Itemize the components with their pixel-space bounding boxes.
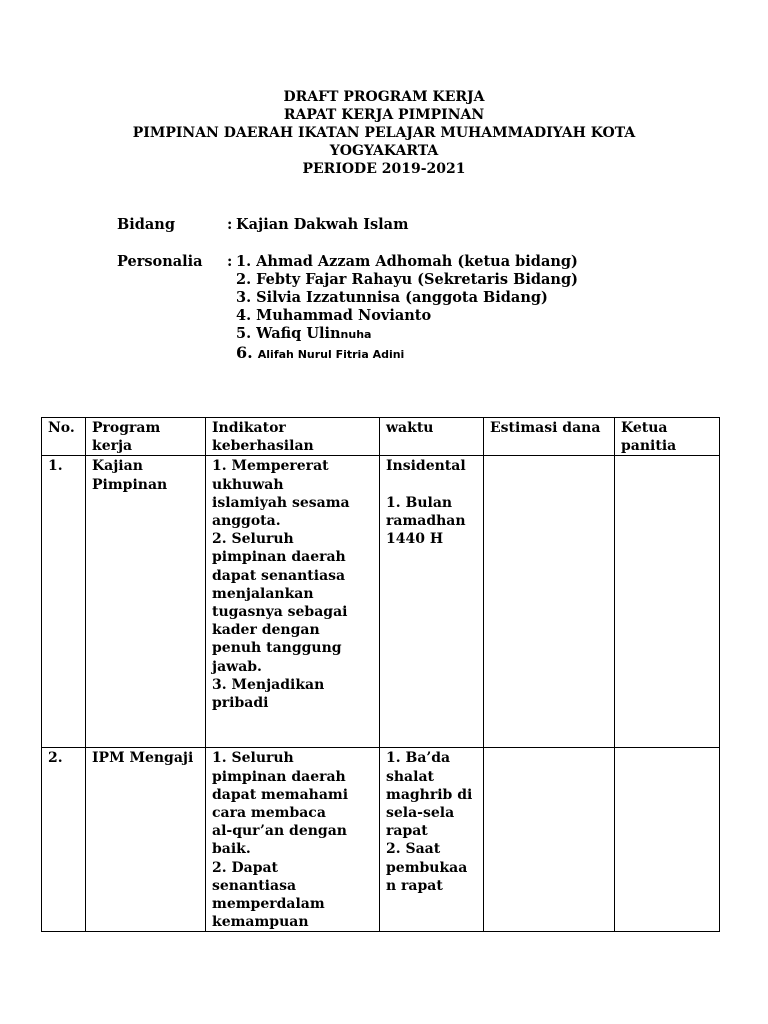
member-5-name: 5. Wafiq Ulin: [236, 325, 341, 342]
bidang-value: Kajian Dakwah Islam: [236, 216, 409, 233]
personalia-member: 1. Ahmad Azzam Adhomah (ketua bidang): [236, 253, 578, 270]
row-waktu: Insidental 1. Bulan ramadhan 1440 H: [380, 456, 484, 748]
header-indikator: Indikator keberhasilan: [206, 418, 380, 456]
bidang-label: Bidang: [117, 216, 175, 233]
personalia-member: 3. Silvia Izzatunnisa (anggota Bidang): [236, 289, 548, 306]
table-row: [42, 456, 720, 748]
header-no: No.: [42, 418, 86, 456]
row-program: IPM Mengaji: [86, 748, 206, 932]
title-line: PIMPINAN DAERAH IKATAN PELAJAR MUHAMMADIYAH KOTA: [132, 125, 636, 141]
table-row: [42, 748, 720, 932]
row-ketua-panitia: [615, 748, 720, 932]
program-kerja-table: [41, 417, 720, 932]
bidang-colon: :: [227, 216, 233, 233]
personalia-label: Personalia: [117, 253, 203, 270]
header-program: Program kerja: [86, 418, 206, 456]
header-dana: Estimasi dana: [484, 418, 615, 456]
title-line: DRAFT PROGRAM KERJA: [283, 89, 485, 105]
personalia-member: 4. Muhammad Novianto: [236, 307, 432, 324]
row-indikator: 1. Mempererat ukhuwah islamiyah sesama anggota. 2. Seluruh pimpinan daerah dapat senantiasa menjalankan tugasnya sebagai kader dengan penuh tanggung jawab. 3. Menjadikan pribadi: [206, 456, 380, 748]
row-number: 2.: [42, 748, 86, 932]
row-waktu: 1. Ba’da shalat maghrib di sela-sela rapat 2. Saat pembukaa n rapat: [380, 748, 484, 932]
personalia-list: [236, 253, 578, 364]
header-ketua: Ketua panitia: [615, 418, 720, 456]
personalia-member: 2. Febty Fajar Rahayu (Sekretaris Bidang): [236, 271, 578, 288]
header-waktu: waktu: [380, 418, 484, 456]
title-line: YOGYAKARTA: [329, 143, 439, 159]
table-header-row: [42, 418, 720, 456]
document-title: [0, 88, 768, 178]
member-6-number: 6.: [236, 343, 253, 362]
personalia-member: [236, 325, 578, 344]
row-indikator: 1. Seluruh pimpinan daerah dapat memahami cara membaca al-qur’an dengan baik. 2. Dapat senantiasa memperdalam kemampuan: [206, 748, 380, 932]
row-ketua-panitia: [615, 456, 720, 748]
personalia-colon: :: [227, 253, 233, 270]
row-estimasi-dana: [484, 456, 615, 748]
row-program: Kajian Pimpinan: [86, 456, 206, 748]
member-5-name-tail: nuha: [340, 328, 372, 341]
member-6-name: Alifah Nurul Fitria Adini: [257, 348, 405, 361]
personalia-member: [236, 344, 578, 364]
row-number: 1.: [42, 456, 86, 748]
row-estimasi-dana: [484, 748, 615, 932]
title-line: RAPAT KERJA PIMPINAN: [283, 107, 485, 123]
title-line: PERIODE 2019-2021: [302, 161, 466, 177]
